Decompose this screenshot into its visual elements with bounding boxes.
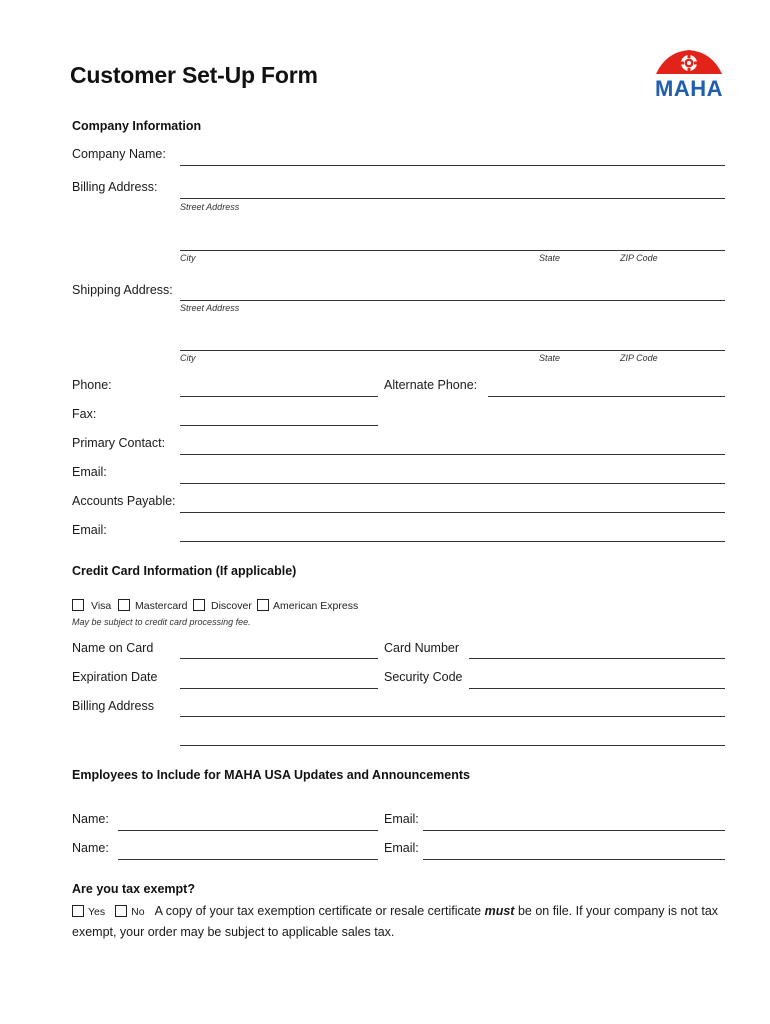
shipping-street-caption: Street Address — [180, 303, 240, 313]
discover-checkbox[interactable] — [193, 599, 205, 611]
credit-card-heading: Credit Card Information (If applicable) — [72, 564, 297, 578]
tax-exempt-paragraph — [72, 901, 732, 942]
fax-label: Fax: — [72, 407, 97, 421]
accounts-payable-field[interactable] — [180, 512, 725, 513]
logo-text: MAHA — [655, 76, 723, 98]
employee-1-email-label: Email: — [384, 812, 419, 826]
email-label: Email: — [72, 465, 107, 479]
shipping-city-state-zip-field[interactable] — [180, 350, 725, 351]
employee-2-email-label: Email: — [384, 841, 419, 855]
american-express-label: American Express — [273, 600, 359, 612]
accounts-payable-label: Accounts Payable: — [72, 494, 176, 508]
shipping-city-caption: City — [180, 353, 196, 363]
tax-exempt-yes-checkbox[interactable] — [72, 905, 84, 917]
page-title: Customer Set-Up Form — [70, 62, 318, 88]
primary-contact-field[interactable] — [180, 454, 725, 455]
phone-label: Phone: — [72, 378, 112, 392]
ap-email-label: Email: — [72, 523, 107, 537]
company-name-field[interactable] — [180, 165, 725, 166]
processing-fee-note: May be subject to credit card processing fee. — [72, 617, 251, 627]
employee-2-name-field[interactable] — [118, 859, 378, 860]
email-field[interactable] — [180, 483, 725, 484]
name-on-card-label: Name on Card — [72, 641, 154, 655]
security-code-label: Security Code — [384, 670, 463, 684]
employee-1-name-field[interactable] — [118, 830, 378, 831]
employee-2-email-field[interactable] — [423, 859, 725, 860]
employee-1-name-label: Name: — [72, 812, 109, 826]
visa-checkbox[interactable] — [72, 599, 84, 611]
billing-zip-caption: ZIP Code — [620, 253, 658, 263]
company-name-label: Company Name: — [72, 147, 166, 161]
card-billing-address-field-2[interactable] — [180, 745, 725, 746]
mastercard-checkbox[interactable] — [118, 599, 130, 611]
tax-exempt-no-label: No — [131, 906, 145, 918]
fax-field[interactable] — [180, 425, 378, 426]
security-code-field[interactable] — [469, 688, 725, 689]
company-info-heading: Company Information — [72, 119, 202, 133]
tax-exempt-no-checkbox[interactable] — [115, 905, 127, 917]
billing-street-caption: Street Address — [180, 202, 240, 212]
tax-text-before: A copy of your tax exemption certificate or resale certificate — [154, 904, 485, 918]
expiration-date-label: Expiration Date — [72, 670, 158, 684]
name-on-card-field[interactable] — [180, 658, 378, 659]
shipping-address-label: Shipping Address: — [72, 283, 173, 297]
employees-heading: Employees to Include for MAHA USA Updates and Announcements — [72, 768, 470, 782]
visa-label: Visa — [91, 600, 112, 612]
tax-exempt-heading: Are you tax exempt? — [72, 882, 195, 896]
billing-state-caption: State — [539, 253, 561, 263]
alternate-phone-field[interactable] — [488, 396, 725, 397]
employee-2-name-label: Name: — [72, 841, 109, 855]
ap-email-field[interactable] — [180, 541, 725, 542]
discover-label: Discover — [211, 600, 252, 612]
billing-street-field[interactable] — [180, 198, 725, 199]
maha-logo-graphic — [652, 44, 726, 98]
shipping-zip-caption: ZIP Code — [620, 353, 658, 363]
billing-city-caption: City — [180, 253, 196, 263]
card-billing-address-label: Billing Address — [72, 699, 154, 713]
tax-exempt-yes-label: Yes — [88, 906, 106, 918]
expiration-date-field[interactable] — [180, 688, 378, 689]
tax-text-emphasis: must — [484, 904, 515, 918]
american-express-checkbox[interactable] — [257, 599, 269, 611]
maha-logo — [652, 44, 726, 98]
primary-contact-label: Primary Contact: — [72, 436, 166, 450]
shipping-street-field[interactable] — [180, 300, 725, 301]
tax-text-after: be on file. If your company is not tax exempt, your order may be subject to applicable sales tax. — [72, 904, 719, 939]
card-number-label: Card Number — [384, 641, 460, 655]
mastercard-label: Mastercard — [135, 600, 188, 612]
employee-1-email-field[interactable] — [423, 830, 725, 831]
billing-address-label: Billing Address: — [72, 180, 158, 194]
card-number-field[interactable] — [469, 658, 725, 659]
phone-field[interactable] — [180, 396, 378, 397]
alternate-phone-label: Alternate Phone: — [384, 378, 478, 392]
billing-city-state-zip-field[interactable] — [180, 250, 725, 251]
card-billing-address-field-1[interactable] — [180, 716, 725, 717]
shipping-state-caption: State — [539, 353, 561, 363]
